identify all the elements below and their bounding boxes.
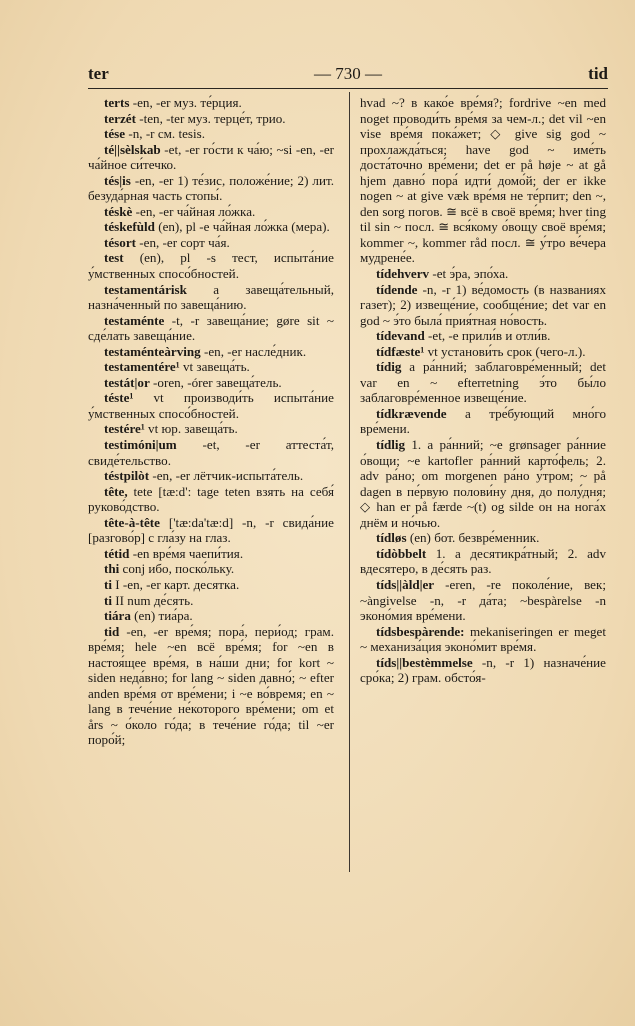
entry-definition: 1. a ра́нний; ~e grønsager ра́нние о́вощи; ~e kartofler ра́нний карто́фель; 2. adv ра́но; om morgenen ра́но у́тром; ~ på dagen в пе́рвую полови́ну дня, до полу́дня; ◇ han er på færde ~(t) og silde он на нога́х днём и но́чью. bbox=[360, 437, 606, 530]
dictionary-entry bbox=[88, 313, 334, 344]
entry-definition: -ten, -ter муз. терце́т, трио. bbox=[135, 110, 286, 126]
dictionary-entry bbox=[88, 375, 334, 391]
entry-definition: -en вре́мя чаепи́тия. bbox=[129, 545, 244, 561]
entry-definition: -en, -er муз. те́рция. bbox=[129, 95, 242, 110]
entry-headword: terts bbox=[104, 95, 130, 110]
entry-definition: II num де́сять. bbox=[112, 592, 194, 608]
entry-definition: -eren, -re поколе́ние, век; ~àngivelse -n, -r да́та; ~bespàrelse -n эконо́мия вре́мени. bbox=[360, 576, 606, 624]
entry-headword: tétid bbox=[104, 545, 130, 561]
entry-definition: mekaniseringen er meget ~ механиза́ция эконо́мит вре́мя. bbox=[360, 623, 606, 655]
entry-definition: -en, -er 1) те́зис, положе́ние; 2) лит. безуда́рная часть стопы́. bbox=[88, 172, 334, 204]
entry-definition: vt завеща́ть. bbox=[179, 359, 250, 375]
entry-headword: tése bbox=[104, 126, 126, 142]
page-number: — 730 — bbox=[314, 64, 382, 83]
dictionary-entry bbox=[360, 266, 606, 282]
entry-definition: -oren, -órer завеща́тель. bbox=[149, 374, 282, 390]
entry-headword: tés|is bbox=[104, 172, 131, 188]
entry-definition: -et э́ра, эпо́ха. bbox=[429, 266, 509, 282]
dictionary-entry bbox=[88, 593, 334, 609]
entry-headword: tídevand bbox=[376, 328, 425, 344]
entry-definition: (en) бот. безвре́менник. bbox=[406, 530, 540, 546]
dictionary-entry bbox=[360, 624, 606, 655]
dictionary-entry bbox=[88, 204, 334, 220]
dictionary-entry bbox=[88, 484, 334, 515]
entry-headword: téste¹ bbox=[104, 390, 134, 406]
entry-headword: tête-à-tête bbox=[104, 514, 160, 530]
entry-definition: -n, -r 1) ве́домость (в названиях газет); 2) извеще́ние, сообще́ние; det var en god ~ э́то была́ прия́тная но́вость. bbox=[360, 281, 606, 328]
dictionary-entry bbox=[88, 250, 334, 281]
dictionary-entry bbox=[88, 468, 334, 484]
dictionary-entry bbox=[360, 95, 606, 266]
entry-headword: téskefùld bbox=[104, 219, 155, 235]
dictionary-entry bbox=[360, 344, 606, 360]
dictionary-entry bbox=[360, 282, 606, 329]
entry-headword: test bbox=[104, 250, 124, 266]
entry-headword: tídfæste¹ bbox=[376, 343, 425, 359]
dictionary-entry bbox=[88, 95, 334, 111]
entry-headword: testaménte bbox=[104, 312, 165, 328]
entry-definition: a ра́нний; заблаговре́менный; det var en ~ efterretning э́то бы́ло заблаговре́менное извеще́ние. bbox=[360, 359, 606, 406]
entry-headword: tídløs bbox=[376, 530, 407, 546]
dictionary-entry bbox=[88, 577, 334, 593]
dictionary-entry bbox=[88, 608, 334, 624]
entry-headword: té||sèlskab bbox=[104, 141, 161, 157]
entry-definition: vt установи́ть срок (чего-л.). bbox=[424, 343, 586, 359]
dictionary-entry bbox=[88, 546, 334, 562]
dictionary-entry bbox=[360, 546, 606, 577]
entry-headword: tíds||àld|er bbox=[376, 576, 435, 592]
entry-definition: a завеща́тельный, назна́ченный по завеща́нию. bbox=[88, 281, 334, 313]
dictionary-entry bbox=[360, 328, 606, 344]
entry-definition: -en, -er ча́йная ло́жка. bbox=[132, 203, 256, 219]
column-divider bbox=[349, 92, 350, 872]
entry-headword: tid bbox=[104, 623, 120, 639]
entry-definition: -et, -e прили́в и отли́в. bbox=[424, 328, 551, 344]
header-left-guideword: ter bbox=[88, 64, 109, 83]
dictionary-entry bbox=[88, 359, 334, 375]
entry-definition: -n, -r см. tesis. bbox=[125, 126, 206, 142]
entry-headword: testamentárisk bbox=[104, 281, 187, 297]
entry-definition: -n, -r 1) назначе́ние сро́ка; 2) грам. обсто́я- bbox=[360, 654, 606, 686]
entry-definition: (en) тиа́ра. bbox=[130, 608, 193, 624]
entry-headword: testére¹ bbox=[104, 421, 145, 437]
entry-definition: tete [tæ:d': tage teten взять на себя́ руково́дство. bbox=[88, 483, 334, 515]
entry-headword: tídende bbox=[376, 281, 418, 297]
entry-headword: thi bbox=[104, 561, 120, 577]
header-rule bbox=[88, 88, 608, 89]
entry-definition: -t, -r завеща́ние; gøre sit ~ сде́лать завеща́ние. bbox=[88, 312, 334, 344]
entry-definition: I -en, -er карт. десятка. bbox=[112, 576, 240, 592]
entry-definition: vt производи́ть испыта́ние у́мственных спосо́бностей. bbox=[88, 390, 334, 421]
dictionary-entry bbox=[88, 219, 334, 235]
entry-headword: téstpilòt bbox=[104, 468, 150, 484]
entry-headword: ti bbox=[104, 576, 112, 592]
entry-headword: terzét bbox=[104, 110, 136, 126]
entry-definition: a тре́бующий мно́го вре́мени. bbox=[360, 405, 606, 437]
entry-headword: téskè bbox=[104, 203, 133, 219]
entry-definition: 1. a десятикра́тный; 2. adv вдесятеро, в де́сять раз. bbox=[360, 545, 606, 577]
header-right-guideword: tid bbox=[588, 64, 608, 83]
entry-definition: -en, -er насле́дник. bbox=[200, 343, 307, 359]
entry-definition: -en, -er лётчик-испыта́тель. bbox=[149, 468, 304, 484]
dictionary-entry bbox=[360, 577, 606, 624]
entry-headword: testimóni|um bbox=[104, 437, 177, 453]
entry-headword: tídkrævende bbox=[376, 405, 447, 421]
dictionary-entry bbox=[360, 359, 606, 406]
entry-definition: -en, -er вре́мя; пора́, пери́од; грам. вре́мя; hele ~en всё вре́мя; for ~en в настоя́щее вре́мя, в на́ши дни; for kort ~ siden неда́вно; for lang ~ siden давно́; ~ efter anden вре́мя от вре́мени; i ~e во́время; en ~ lang в тече́ние не́которого вре́мени; om et års ~ о́коло го́да; в тече́ние го́да; til ~er поро́й; bbox=[88, 623, 334, 748]
dictionary-entry bbox=[88, 142, 334, 173]
entry-definition: vt юр. завеща́ть. bbox=[144, 421, 238, 437]
dictionary-entry bbox=[88, 515, 334, 546]
entry-headword: tídig bbox=[376, 359, 402, 375]
entry-headword: testát|or bbox=[104, 374, 150, 390]
entry-definition: -en, -er сорт ча́я. bbox=[136, 234, 230, 250]
dictionary-entry bbox=[88, 437, 334, 468]
dictionary-entry bbox=[88, 173, 334, 204]
entry-headword: tídsbespàrende: bbox=[376, 623, 465, 639]
entry-headword: ti bbox=[104, 592, 112, 608]
entry-definition: conj ибо, поско́льку. bbox=[119, 561, 235, 577]
entry-headword: tésort bbox=[104, 234, 136, 250]
entry-headword: tête, bbox=[104, 483, 128, 499]
entry-definition: -et, -er аттеста́т, свиде́тельство. bbox=[88, 437, 334, 468]
dictionary-entry bbox=[88, 624, 334, 748]
dictionary-entry bbox=[88, 421, 334, 437]
entry-headword: tídlig bbox=[376, 437, 406, 453]
entry-definition: (en), pl -e ча́йная ло́жка (мера). bbox=[154, 219, 330, 235]
entry-headword: tídehverv bbox=[376, 266, 430, 282]
entry-headword: tiára bbox=[104, 608, 131, 624]
dictionary-entry bbox=[88, 561, 334, 577]
dictionary-entry bbox=[88, 344, 334, 360]
entry-headword: tídòbbelt bbox=[376, 545, 427, 561]
entry-definition: -et, -er го́сти к ча́ю; ~si -en, -er ча́йное си́течко. bbox=[88, 141, 334, 173]
dictionary-entry bbox=[360, 437, 606, 530]
dictionary-entry bbox=[360, 406, 606, 437]
dictionary-entry bbox=[88, 235, 334, 251]
entry-definition: ['tæ:da'tæ:d] -n, -r свида́ние [разгово́р] с гла́зу на глаз. bbox=[88, 514, 334, 546]
dictionary-entry bbox=[88, 126, 334, 142]
entry-headword: tíds||bestèmmelse bbox=[376, 654, 473, 670]
entry-definition: (en), pl -s тест, испыта́ние у́мственных спосо́бностей. bbox=[88, 250, 334, 282]
page-header bbox=[88, 62, 608, 86]
dictionary-entry bbox=[360, 530, 606, 546]
dictionary-entry bbox=[88, 111, 334, 127]
dictionary-entry bbox=[88, 390, 334, 421]
right-column bbox=[360, 95, 606, 686]
entry-headword: testamentére¹ bbox=[104, 359, 180, 375]
entry-definition: hvad ~? в како́е вре́мя?; fordrive ~en med noget проводи́ть вре́мя за чем-л.; det vil ~en vise вре́мя пока́жет; ◇ give sig god ~ прохлажда́ться; have god ~ име́ть доста́точно вре́мени; det er på høje ~ at gå hjem давно́ пора́ идти́ домо́й; der er ikke nogen ~ at give væk вре́мя не те́рпит; den ~, den sorg погов. ≅ всё в своё вре́мя; hver ting til sin ~ посл. ≅ вся́кому о́вощу своё вре́мя; kommer ~, kommer råd посл. ≅ у́тро ве́чера мудрене́е. bbox=[360, 95, 606, 266]
entry-headword: testaménteàrving bbox=[104, 343, 201, 359]
dictionary-entry bbox=[88, 282, 334, 313]
left-column bbox=[88, 95, 334, 748]
dictionary-entry bbox=[360, 655, 606, 686]
